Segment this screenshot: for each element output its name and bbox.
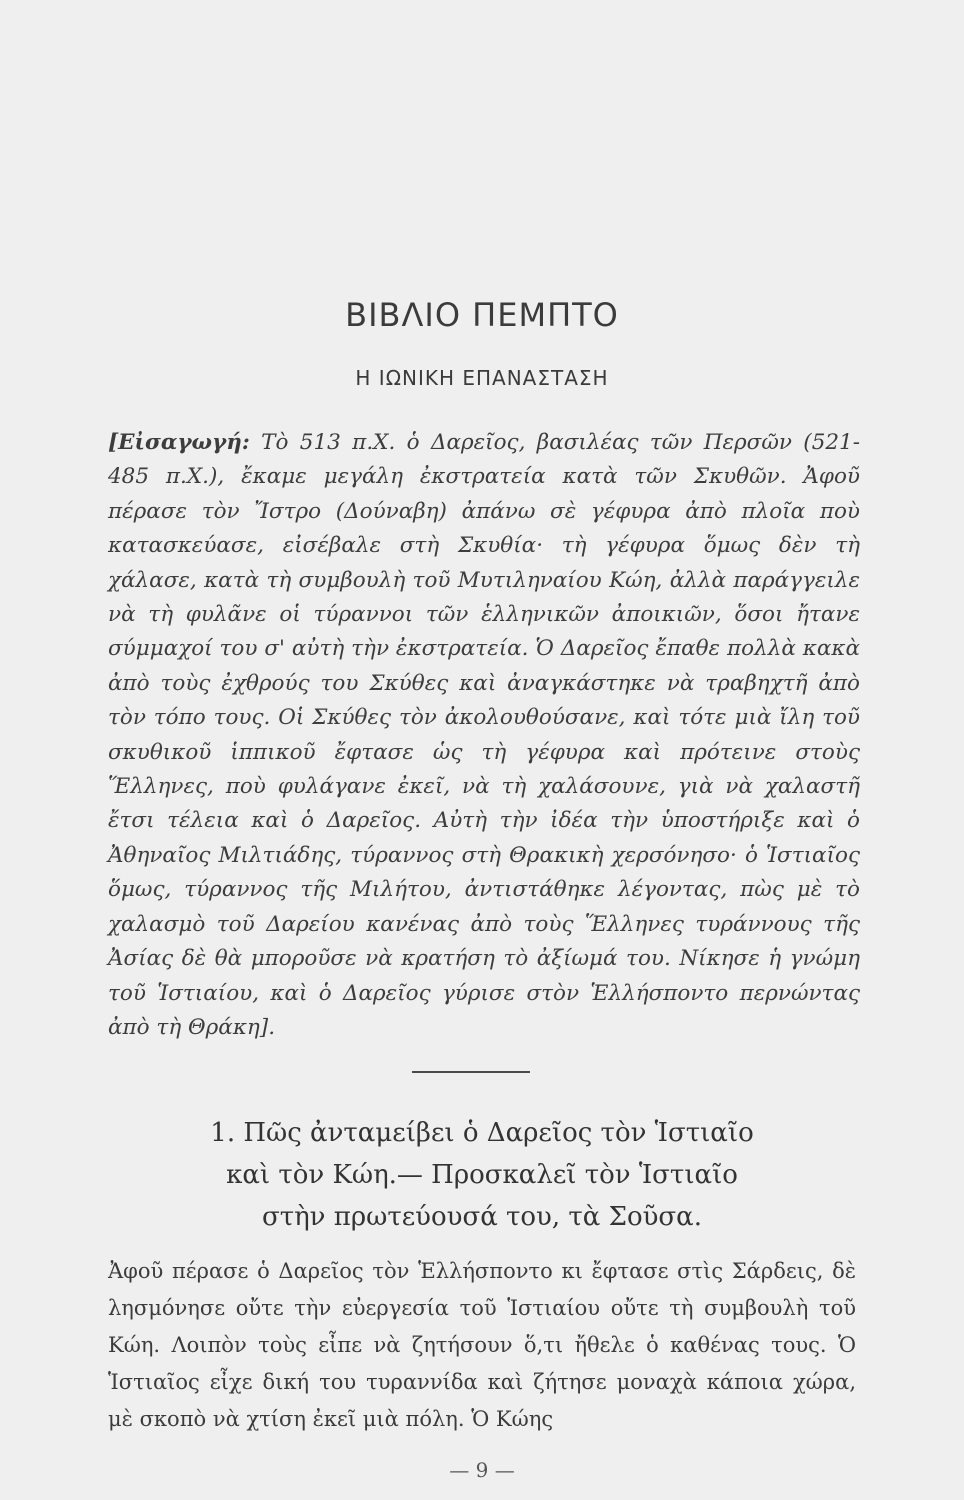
introduction-text: Τὸ 513 π.Χ. ὁ Δαρεῖος, βασιλέας τῶν Περσῶν (521-485 π.Χ.), ἔκαμε μεγάλη ἐκστρατεία κατὰ τῶν Σκυθῶν. Ἀφοῦ πέρασε τὸν Ἴστρο (Δούναβη) ἀπάνω σὲ γέφυρα ἀπὸ πλοῖα ποὺ κατασκεύασε, εἰσέβαλε στὴ Σκυθία· τὴ γέφυρα ὅμως δὲν τὴ χάλασε, κατὰ τὴ συμβουλὴ τοῦ Μυτιληναίου Κώη, ἀλλὰ παράγγειλε νὰ τὴ φυλᾶνε οἱ τύραννοι τῶν ἑλληνικῶν ἀποικιῶν, ὅσοι ἤτανε σύμμαχοί του σ' αὐτὴ τὴν ἐκστρατεία. Ὁ Δαρεῖος ἔπαθε πολλὰ κακὰ ἀπὸ τοὺς ἐχθρούς του Σκύθες καὶ ἀναγκάστηκε νὰ τραβηχτῆ ἀπὸ τὸν τόπο τους. Οἱ Σκύθες τὸν ἀκολουθούσανε, καὶ τότε μιὰ ἴλη τοῦ σκυθικοῦ ἱππικοῦ ἔφτασε ὡς τὴ γέφυρα καὶ πρότεινε στοὺς Ἕλληνες, ποὺ φυλάγανε ἐκεῖ, νὰ τὴ χαλάσουνε, γιὰ νὰ χαλαστῆ ἔτσι τέλεια καὶ ὁ Δαρεῖος. Αὐτὴ τὴν ἰδέα τὴν ὑποστήριξε καὶ ὁ Ἀθηναῖος Μιλτιάδης, τύραννος στὴ Θρακικὴ χερσόνησο· ὁ Ἱστιαῖος ὅμως, τύραννος τῆς Μιλήτου, ἀντιστάθηκε λέγοντας, πὼς μὲ τὸ χαλασμὸ τοῦ Δαρείου κανένας ἀπὸ τοὺς Ἕλληνες τυράννους τῆς Ἀσίας δὲ θὰ μποροῦσε νὰ κρατήση τὸ ἀξίωμά του. Νίκησε ἡ γνώμη τοῦ Ἱστιαίου, καὶ ὁ Δαρεῖος γύρισε στὸν Ἑλλήσποντο περνώντας ἀπὸ τὴ Θράκη]. [108,430,860,1040]
book-subtitle: Η ΙΩΝΙΚΗ ΕΠΑΝΑΣΤΑΣΗ [355,366,609,390]
chapter-heading-line-3: στὴν πρωτεύουσά του, τὰ Σοῦσα. [261,1202,703,1232]
chapter-heading [0,1112,964,1238]
introduction-label: [Εἰσαγωγή: [108,430,250,455]
body-paragraph: Ἀφοῦ πέρασε ὁ Δαρεῖος τὸν Ἑλλήσποντο κι ἔφτασε στὶς Σάρδεις, δὲ λησμόνησε οὔτε τὴν εὐεργεσία τοῦ Ἱστιαίου οὔτε τὴ συμβουλὴ τοῦ Κώη. Λοιπὸν τοὺς εἶπε νὰ ζητήσουν ὅ,τι ἤθελε ὁ καθένας τους. Ὁ Ἱστιαῖος εἶχε δική του τυραννίδα καὶ ζήτησε μοναχὰ κάποια χώρα, μὲ σκοπὸ νὰ χτίση ἐκεῖ μιὰ πόλη. Ὁ Κώης [108,1259,856,1431]
section-divider [412,1071,530,1073]
chapter-heading-line-1: 1. Πῶς ἀνταμείβει ὁ Δαρεῖος τὸν Ἱστιαῖο [210,1118,754,1148]
page-number: — 9 — [449,1458,515,1482]
chapter-heading-line-2: καὶ τὸν Κώη.— Προσκαλεῖ τὸν Ἱστιαῖο [226,1160,738,1190]
book-title: ΒΙΒΛΙΟ ΠΕΜΠΤΟ [345,296,619,334]
introduction-paragraph [108,426,860,1045]
